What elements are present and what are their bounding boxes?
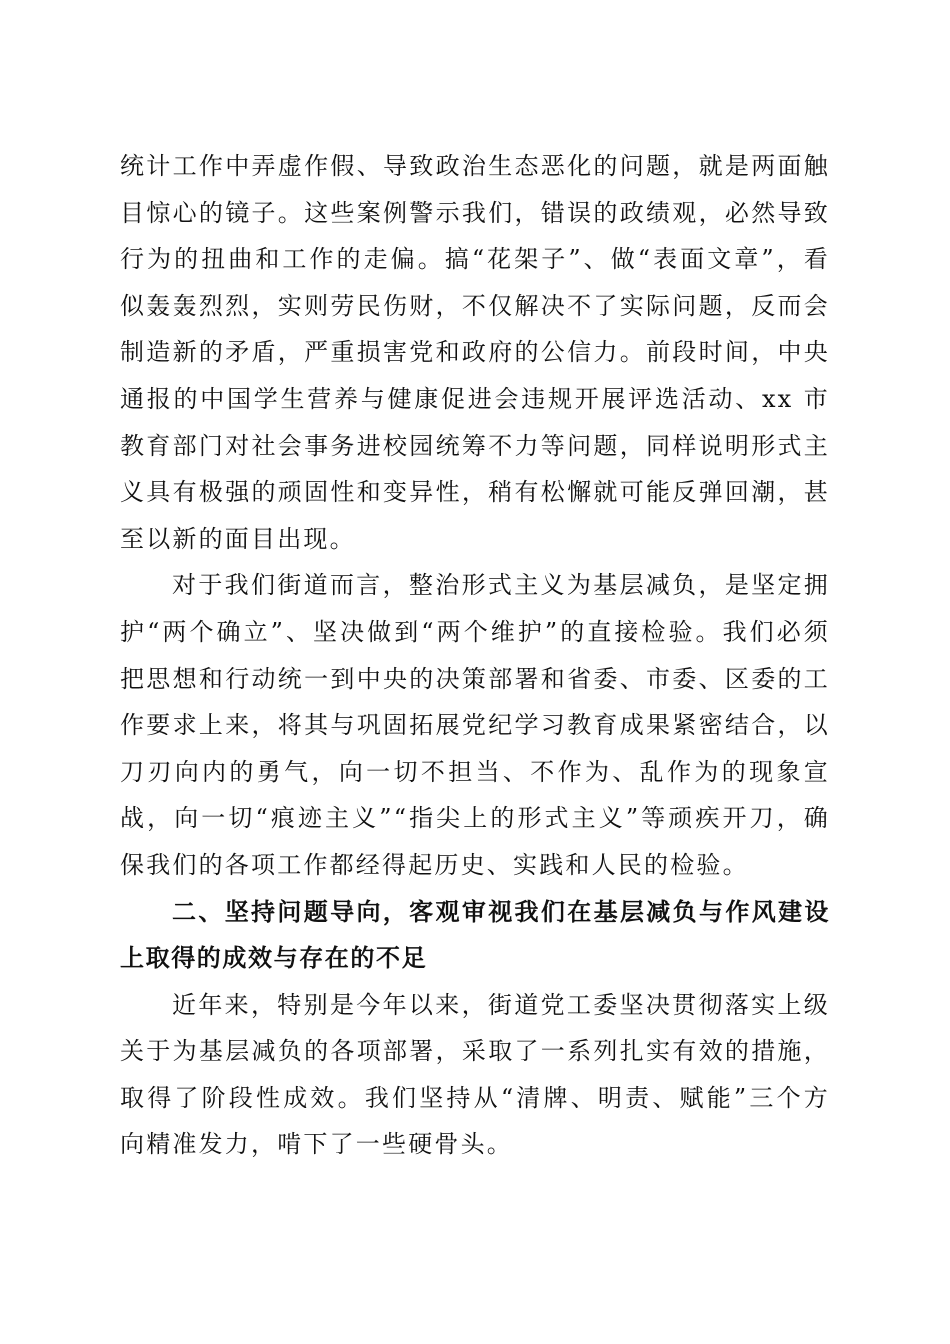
body-paragraph-1: 统计工作中弄虚作假、导致政治生态恶化的问题，就是两面触目惊心的镜子。这些案例警示我们，错误的政绩观，必然导致行为的扭曲和工作的走偏。搞“花架子”、做“表面文章”，看似轰轰烈烈，实则劳民伤财，不仅解决不了实际问题，反而会制造新的矛盾，严重损害党和政府的公信力。前段时间，中央通报的中国学生营养与健康促进会违规开展评选活动、xx 市教育部门对社会事务进校园统筹不力等问题，同样说明形式主义具有极强的顽固性和变异性，稍有松懈就可能反弹回潮，甚至以新的面目出现。 [120,152,830,553]
body-paragraph-2: 对于我们街道而言，整治形式主义为基层减负，是坚定拥护“两个确立”、坚决做到“两个维护”的直接检验。我们必须把思想和行动统一到中央的决策部署和省委、市委、区委的工作要求上来，将其与巩固拓展党纪学习教育成果紧密结合，以刀刃向内的勇气，向一切不担当、不作为、乱作为的现象宣战，向一切“痕迹主义”“指尖上的形式主义”等顽疾开刀，确保我们的各项工作都经得起历史、实践和人民的检验。 [120,571,830,879]
body-paragraph-3: 近年来，特别是今年以来，街道党工委坚决贯彻落实上级关于为基层减负的各项部署，采取了一系列扎实有效的措施，取得了阶段性成效。我们坚持从“清牌、明责、赋能”三个方向精准发力，啃下了一些硬骨头。 [120,990,830,1159]
document-body [120,143,830,1168]
section-heading: 二、坚持问题导向，客观审视我们在基层减负与作风建设上取得的成效与存在的不足 [120,897,830,973]
